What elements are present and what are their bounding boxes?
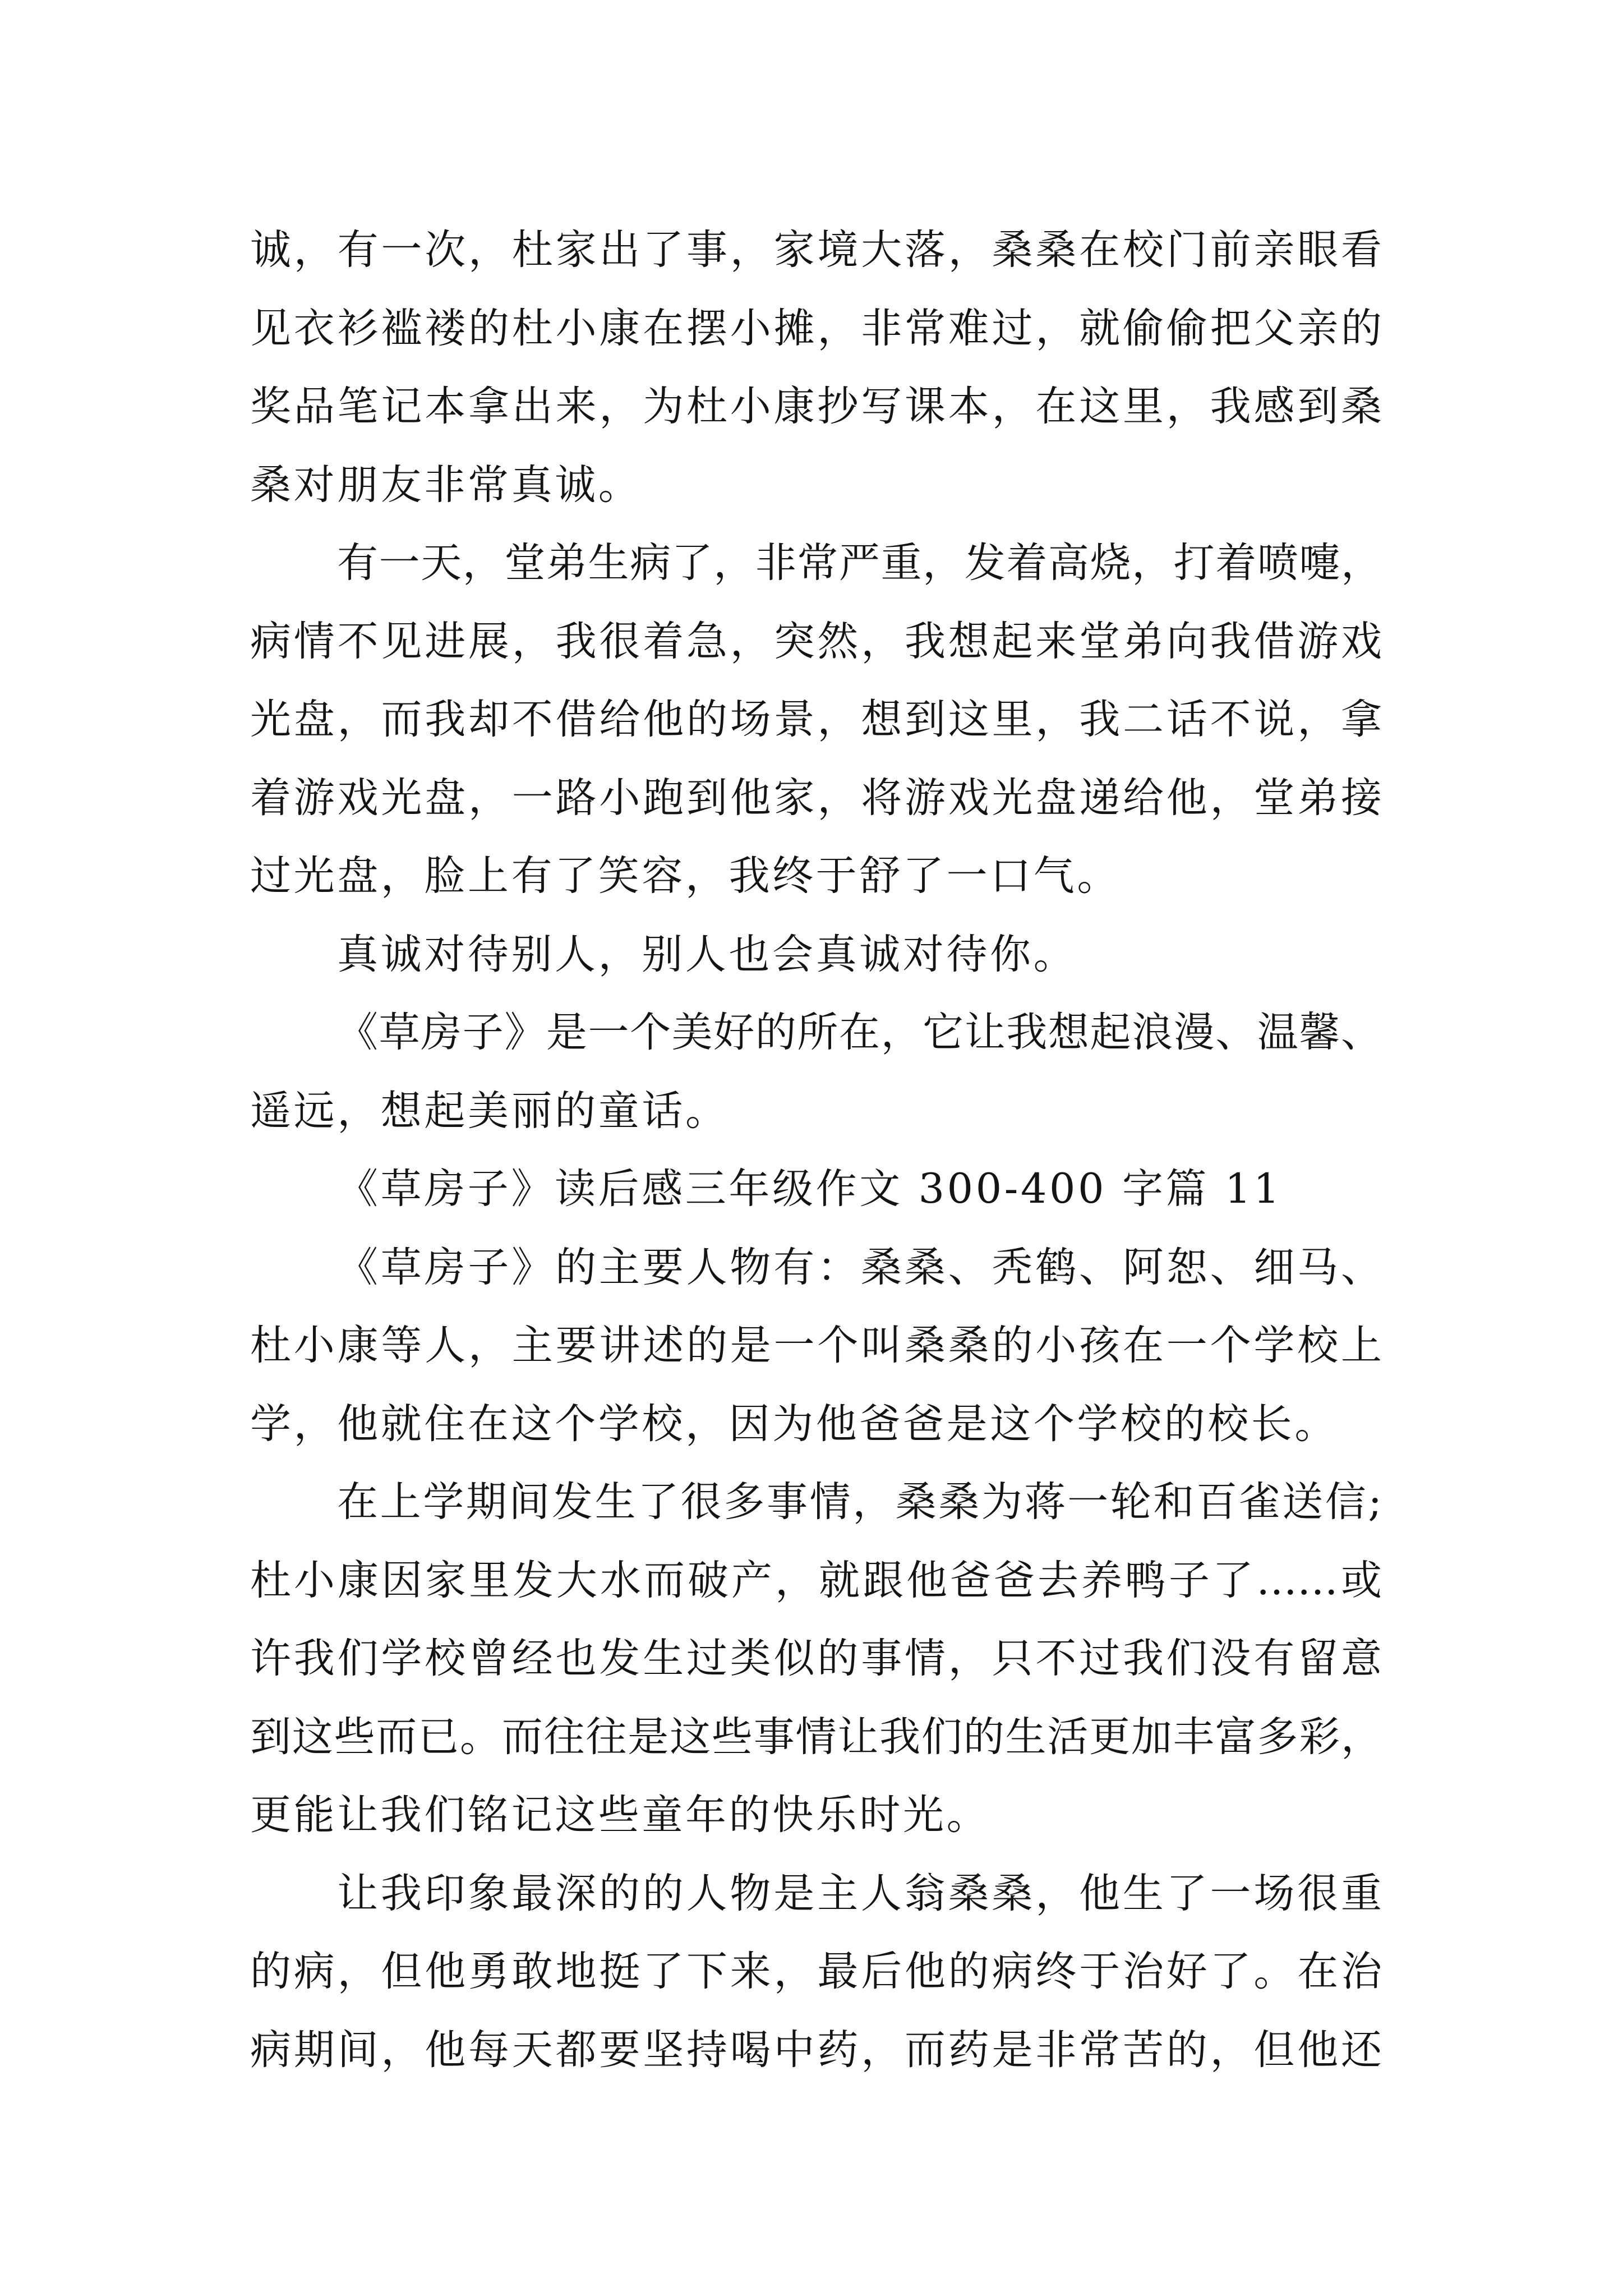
text-line: 的病，但他勇敢地挺了下来，最后他的病终于治好了。在治 (250, 1948, 1382, 1995)
heading-text: 《草房子》读后感三年级作文 300-400 字篇 11 (337, 1165, 1283, 1213)
text-line: 许我们学校曾经也发生过类似的事情，只不过我们没有留意 (250, 1635, 1382, 1682)
text-line: 奖品笔记本拿出来，为杜小康抄写课本，在这里，我感到桑 (250, 383, 1382, 430)
section-heading (250, 1150, 1382, 1228)
paragraph (250, 1228, 1382, 1464)
text-line: 光盘，而我却不借给他的场景，想到这里，我二话不说，拿 (250, 696, 1382, 743)
text-line: 在上学期间发生了很多事情，桑桑为蒋一轮和百雀送信; (337, 1478, 1382, 1526)
text-line: 《草房子》是一个美好的所在，它让我想起浪漫、温馨、 (337, 1009, 1382, 1056)
paragraph (250, 1855, 1382, 2090)
text-line: 杜小康等人，主要讲述的是一个叫桑桑的小孩在一个学校上 (250, 1322, 1382, 1369)
text-line: 学，他就住在这个学校，因为他爸爸是这个学校的校长。 (250, 1400, 1338, 1448)
text-line: 遥远，想起美丽的童话。 (250, 1087, 729, 1135)
text-line: 病期间，他每天都要坚持喝中药，而药是非常苦的，但他还 (250, 2026, 1382, 2074)
paragraph (250, 1463, 1382, 1855)
text-line: 真诚对待别人，别人也会真诚对待你。 (337, 930, 1077, 978)
text-line: 着游戏光盘，一路小跑到他家，将游戏光盘递给他，堂弟接 (250, 774, 1382, 822)
text-line: 让我印象最深的的人物是主人翁桑桑，他生了一场很重 (337, 1869, 1382, 1917)
text-line: 诚，有一次，杜家出了事，家境大落，桑桑在校门前亲眼看 (250, 226, 1382, 274)
text-line: 过光盘，脸上有了笑容，我终于舒了一口气。 (250, 852, 1121, 900)
paragraph (250, 993, 1382, 1150)
text-line: 到这些而已。而往往是这些事情让我们的生活更加丰富多彩， (250, 1713, 1382, 1761)
paragraph-continued (250, 211, 1382, 524)
text-line: 见衣衫褴褛的杜小康在摆小摊，非常难过，就偷偷把父亲的 (250, 304, 1382, 352)
text-line: 更能让我们铭记这些童年的快乐时光。 (250, 1791, 990, 1839)
paragraph (250, 524, 1382, 915)
text-line: 病情不见进展，我很着急，突然，我想起来堂弟向我借游戏 (250, 617, 1382, 665)
text-line: 《草房子》的主要人物有：桑桑、秃鹤、阿恕、细马、 (337, 1243, 1382, 1291)
text-line: 有一天，堂弟生病了，非常严重，发着高烧，打着喷嚏， (337, 539, 1382, 587)
document-body (250, 211, 1382, 2089)
paragraph (250, 915, 1382, 994)
text-line: 桑对朋友非常真诚。 (250, 461, 642, 509)
text-line: 杜小康因家里发大水而破产，就跟他爸爸去养鸭子了……或 (250, 1556, 1382, 1604)
